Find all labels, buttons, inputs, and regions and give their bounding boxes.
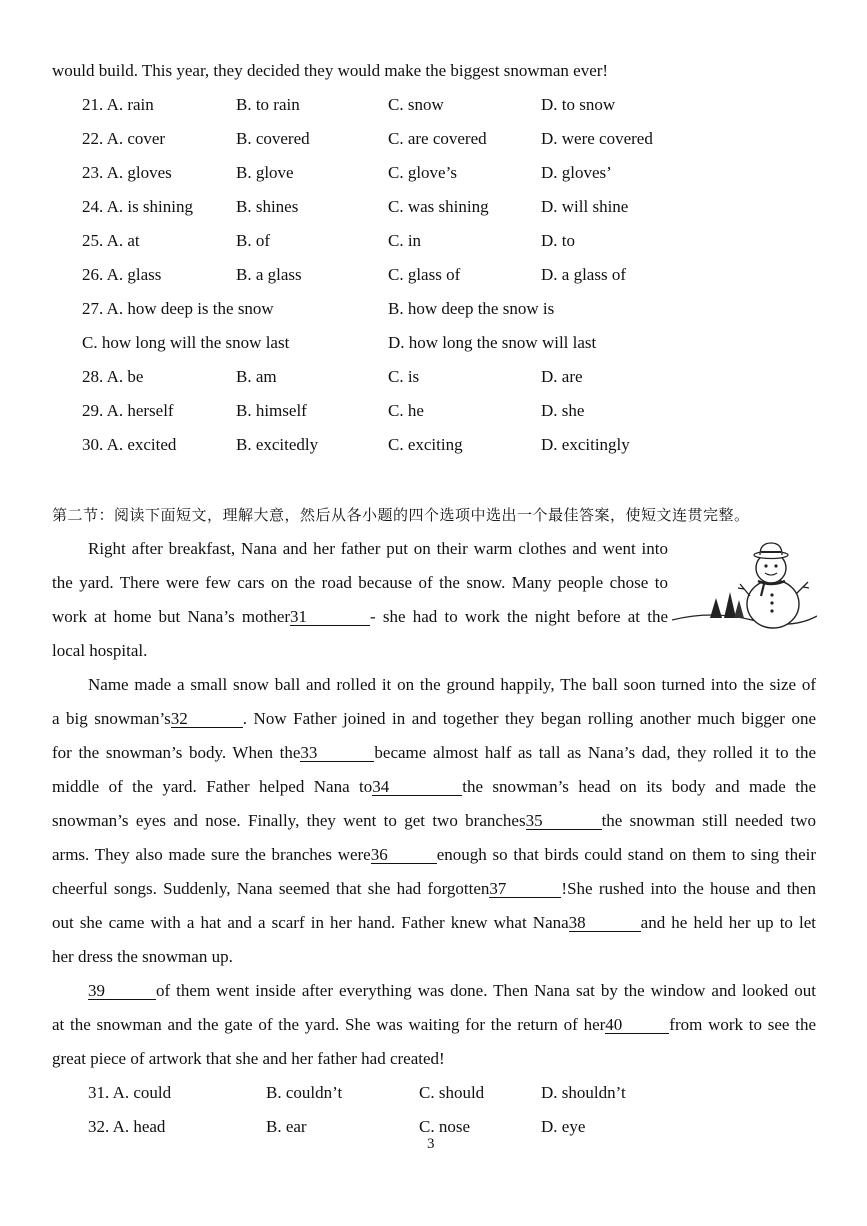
passage-line: for the snowman’s body. When the33 became almost half as tall as Nana’s dad, they rolled it to the <box>52 743 816 762</box>
passage-line: arms. They also made sure the branches were36 enough so that birds could stand on them to sing their <box>52 845 816 864</box>
option-b: B. himself <box>236 401 307 420</box>
option-c: C. exciting <box>388 435 463 454</box>
question-26 <box>0 265 867 287</box>
option-b: B. excitedly <box>236 435 319 454</box>
option-d: D. gloves’ <box>541 163 612 182</box>
option-b: B. a glass <box>236 265 302 284</box>
q-number: 28. A. be <box>82 367 144 386</box>
blank-37: 37 <box>489 879 561 899</box>
option-d: D. to <box>541 231 575 250</box>
option-a: 27. A. how deep is the snow <box>82 299 274 318</box>
option-b: B. of <box>236 231 270 250</box>
q-number: 29. A. herself <box>82 401 174 420</box>
section-heading: 第二节：阅读下面短文，理解大意，然后从各小题的四个选项中选出一个最佳答案，使短文连贯完整。 <box>52 506 750 524</box>
q-number: 23. A. gloves <box>82 163 172 182</box>
option-d: D. she <box>541 401 585 420</box>
option-c: C. glass of <box>388 265 461 284</box>
option-c: C. is <box>388 367 420 386</box>
option-c: C. snow <box>388 95 444 114</box>
passage-line: snowman’s eyes and nose. Finally, they went to get two branches35 the snowman still needed two <box>52 811 817 830</box>
option-d: D. are <box>541 367 583 386</box>
question-31 <box>0 1083 867 1105</box>
passage-line: a big snowman’s32 . Now Father joined in and together they began rolling another much bigger one <box>52 709 816 728</box>
passage-line: middle of the yard. Father helped Nana to34 the snowman’s head on its body and made the <box>52 777 816 796</box>
blank-33: 33 <box>300 743 374 763</box>
question-23 <box>0 163 867 185</box>
question-21 <box>0 95 867 117</box>
option-b: B. shines <box>236 197 299 216</box>
question-30 <box>0 435 867 457</box>
option-b: B. ear <box>266 1117 307 1136</box>
passage-line: out she came with a hat and a scarf in her hand. Father knew what Nana38 and he held her up to let <box>52 913 817 932</box>
q-number: 25. A. at <box>82 231 140 250</box>
q-number: 21. A. rain <box>82 95 154 114</box>
option-b: B. how deep the snow is <box>388 299 555 318</box>
snowman-illustration <box>672 540 817 635</box>
question-29 <box>0 401 867 423</box>
question-27-row-2 <box>0 333 867 355</box>
passage-line: cheerful songs. Suddenly, Nana seemed that she had forgotten37 !She rushed into the house and then <box>52 879 816 898</box>
option-c: C. nose <box>419 1117 470 1136</box>
q-number: 24. A. is shining <box>82 197 193 216</box>
passage-line: local hospital. <box>52 641 148 660</box>
option-d: D. to snow <box>541 95 616 114</box>
option-c: C. in <box>388 231 422 250</box>
q-number: 31. A. could <box>88 1083 172 1102</box>
blank-38: 38 <box>569 913 641 933</box>
option-d: D. were covered <box>541 129 653 148</box>
option-c: C. he <box>388 401 424 420</box>
option-c: C. was shining <box>388 197 489 216</box>
passage-line: Name made a small snow ball and rolled it on the ground happily, The ball soon turned into the size of <box>88 675 816 694</box>
question-24 <box>0 197 867 219</box>
passage-line: at the snowman and the gate of the yard. She was waiting for the return of her40 from work to see the <box>52 1015 816 1034</box>
option-d: D. excitingly <box>541 435 630 454</box>
blank-36: 36 <box>371 845 437 865</box>
option-d: D. eye <box>541 1117 586 1136</box>
passage-line: her dress the snowman up. <box>52 947 233 966</box>
question-25 <box>0 231 867 253</box>
option-c: C. how long will the snow last <box>82 333 290 352</box>
option-c: C. are covered <box>388 129 487 148</box>
option-b: B. covered <box>236 129 310 148</box>
option-b: B. glove <box>236 163 294 182</box>
q-number: 26. A. glass <box>82 265 162 284</box>
question-27-row-1 <box>0 299 867 321</box>
passage-line: work at home but Nana’s mother31 - she had to work the night before at the <box>52 607 668 626</box>
option-d: D. will shine <box>541 197 629 216</box>
option-b: B. am <box>236 367 277 386</box>
q-number: 22. A. cover <box>82 129 166 148</box>
blank-39: 39 <box>88 981 156 1001</box>
option-b: B. to rain <box>236 95 300 114</box>
question-28 <box>0 367 867 389</box>
passage-line: 39 of them went inside after everything was done. Then Nana sat by the window and looked out <box>88 981 816 1000</box>
question-22 <box>0 129 867 151</box>
option-c: C. should <box>419 1083 485 1102</box>
passage-line: great piece of artwork that she and her father had created! <box>52 1049 445 1068</box>
passage-line: Right after breakfast, Nana and her father put on their warm clothes and went into <box>88 539 668 558</box>
blank-35: 35 <box>526 811 602 831</box>
option-b: B. couldn’t <box>266 1083 343 1102</box>
page-number: 3 <box>427 1136 435 1152</box>
q-number: 32. A. head <box>88 1117 166 1136</box>
blank-40: 40 <box>605 1015 669 1035</box>
passage-line: the yard. There were few cars on the road because of the snow. Many people chose to <box>52 573 668 592</box>
option-d: D. shouldn’t <box>541 1083 626 1102</box>
q-number: 30. A. excited <box>82 435 177 454</box>
blank-32: 32 <box>171 709 243 729</box>
intro-line: would build. This year, they decided they would make the biggest snowman ever! <box>52 61 609 80</box>
option-d: D. a glass of <box>541 265 626 284</box>
blank-31: 31 <box>290 607 370 627</box>
option-d: D. how long the snow will last <box>388 333 597 352</box>
blank-34: 34 <box>372 777 462 797</box>
option-c: C. glove’s <box>388 163 457 182</box>
